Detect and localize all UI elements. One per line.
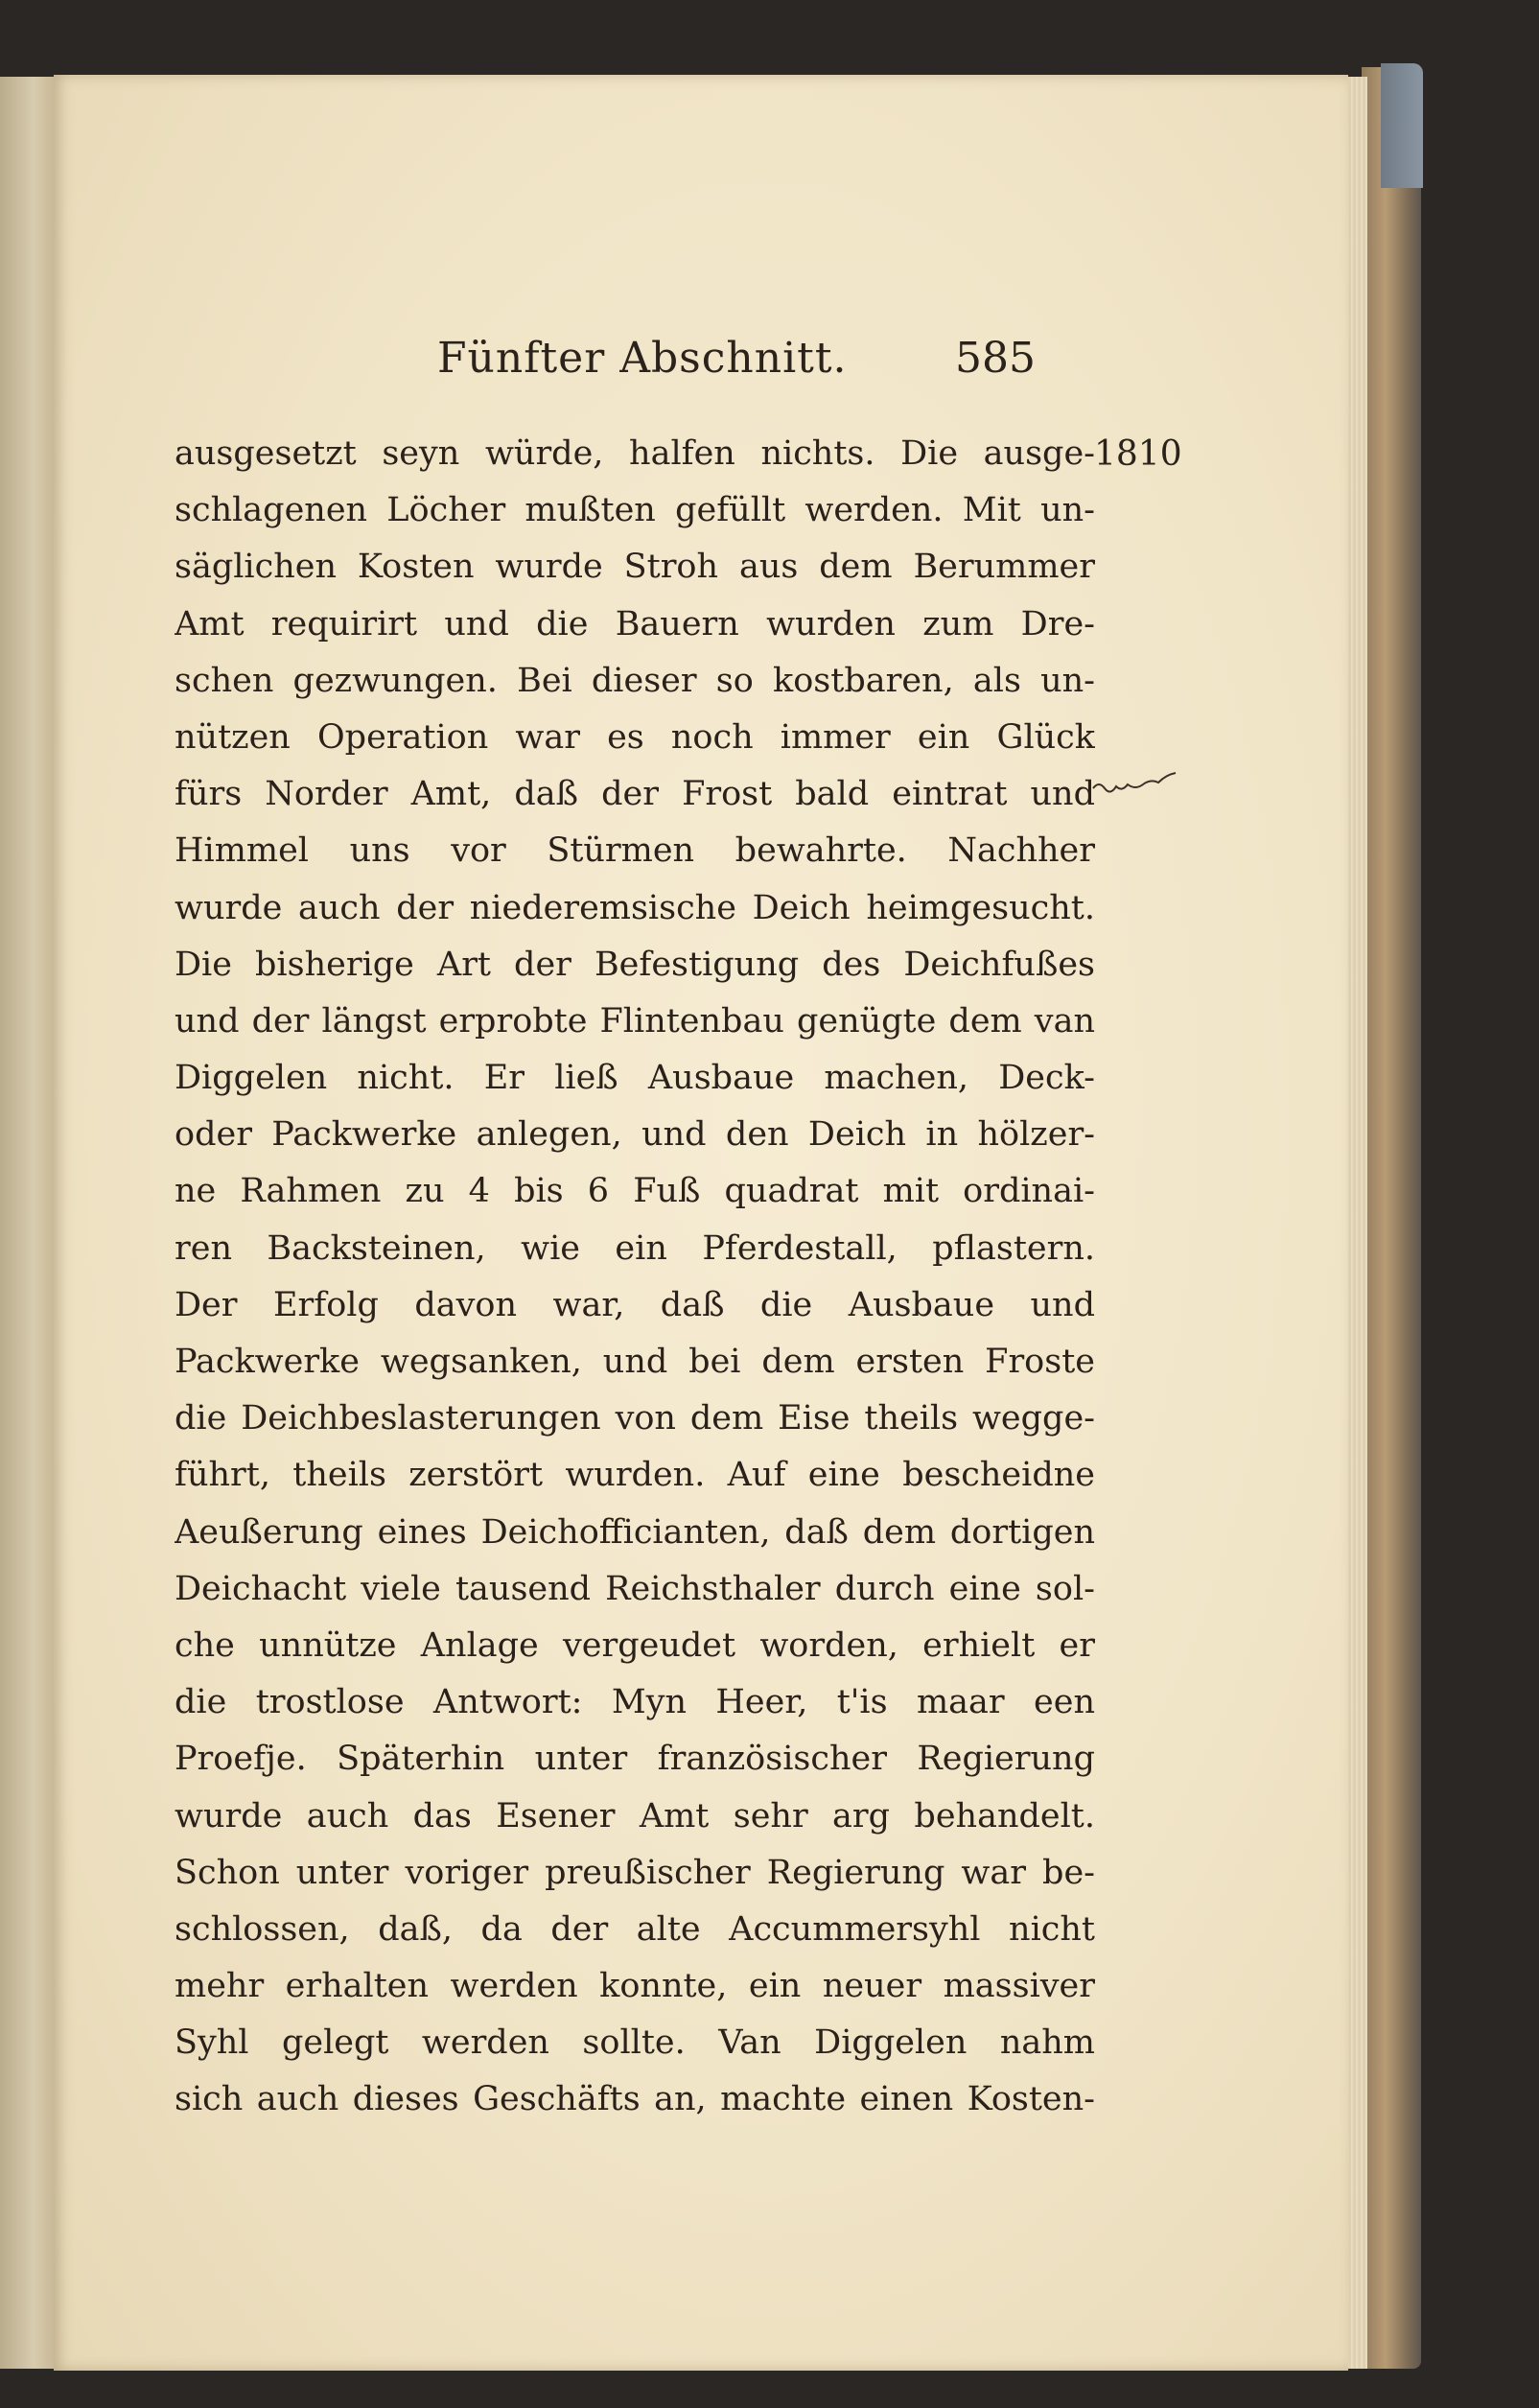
book-cover-edge	[1362, 67, 1421, 2369]
text-line: mehr erhalten werden konnte, ein neuer massiver	[175, 1967, 1095, 2006]
running-header	[54, 334, 1348, 391]
text-line: fürs Norder Amt, daß der Frost bald eintrat und	[175, 775, 1095, 814]
text-line: die trostlose Antwort: Myn Heer, t'is maar een	[175, 1683, 1095, 1722]
cover-corner	[1381, 63, 1423, 188]
text-line: schlagenen Löcher mußten gefüllt werden. Mit un-	[175, 491, 1095, 530]
text-line: wurde auch das Esener Amt sehr arg behandelt.	[175, 1796, 1095, 1835]
handwritten-mark-icon	[1089, 767, 1185, 806]
text-line: ausgesetzt seyn würde, halfen nichts. Die ausge-	[175, 434, 1095, 473]
text-line: Deichacht viele tausend Reichsthaler durch eine sol-	[175, 1569, 1095, 1608]
text-line: ne Rahmen zu 4 bis 6 Fuß quadrat mit ordinai-	[175, 1172, 1095, 1211]
book-page	[54, 75, 1348, 2371]
text-line: Der Erfolg davon war, daß die Ausbaue und	[175, 1285, 1095, 1324]
text-line: oder Packwerke anlegen, und den Deich in hölzer-	[175, 1115, 1095, 1155]
text-line: schlossen, daß, da der alte Accummersyhl nicht	[175, 1909, 1095, 1949]
text-line: Packwerke wegsanken, und bei dem ersten Froste	[175, 1343, 1095, 1381]
text-line: säglichen Kosten wurde Stroh aus dem Berummer	[175, 548, 1095, 587]
facing-page-edge	[0, 77, 58, 2369]
text-line: und der längst erprobte Flintenbau genügte dem van	[175, 1001, 1095, 1040]
text-line: die Deichbeslasterungen von dem Eise theils wegge-	[175, 1399, 1095, 1438]
text-line: Proefje. Späterhin unter französischer Regierung	[175, 1740, 1095, 1779]
text-line: nützen Operation war es noch immer ein Glück	[175, 717, 1095, 757]
text-line: Syhl gelegt werden sollte. Van Diggelen nahm	[175, 2023, 1095, 2063]
text-line: wurde auch der niederemsische Deich heimgesucht.	[175, 888, 1095, 927]
body-text	[175, 426, 1095, 2129]
text-line: Schon unter voriger preußischer Regierung war be-	[175, 1853, 1095, 1892]
text-line: Diggelen nicht. Er ließ Ausbaue machen, Deck-	[175, 1059, 1095, 1098]
text-line: Die bisherige Art der Befestigung des Deichfußes	[175, 945, 1095, 984]
text-line: che unnütze Anlage vergeudet worden, erhielt er	[175, 1625, 1095, 1665]
text-line: sich auch dieses Geschäfts an, machte einen Kosten-	[175, 2080, 1095, 2119]
text-line: Aeußerung eines Deichofficianten, daß dem dortigen	[175, 1512, 1095, 1552]
text-line: führt, theils zerstört wurden. Auf eine bescheidne	[175, 1456, 1095, 1495]
text-line: ren Backsteinen, wie ein Pferdestall, pflastern.	[175, 1228, 1095, 1268]
text-line: Himmel uns vor Stürmen bewahrte. Nachher	[175, 831, 1095, 871]
running-title: Fünfter Abschnitt.	[437, 334, 848, 383]
text-line: schen gezwungen. Bei dieser so kostbaren, als un-	[175, 661, 1095, 700]
margin-year: 1810	[1094, 434, 1182, 474]
page-number: 585	[955, 334, 1036, 383]
text-line: Amt requirirt und die Bauern wurden zum Dre-	[175, 604, 1095, 643]
